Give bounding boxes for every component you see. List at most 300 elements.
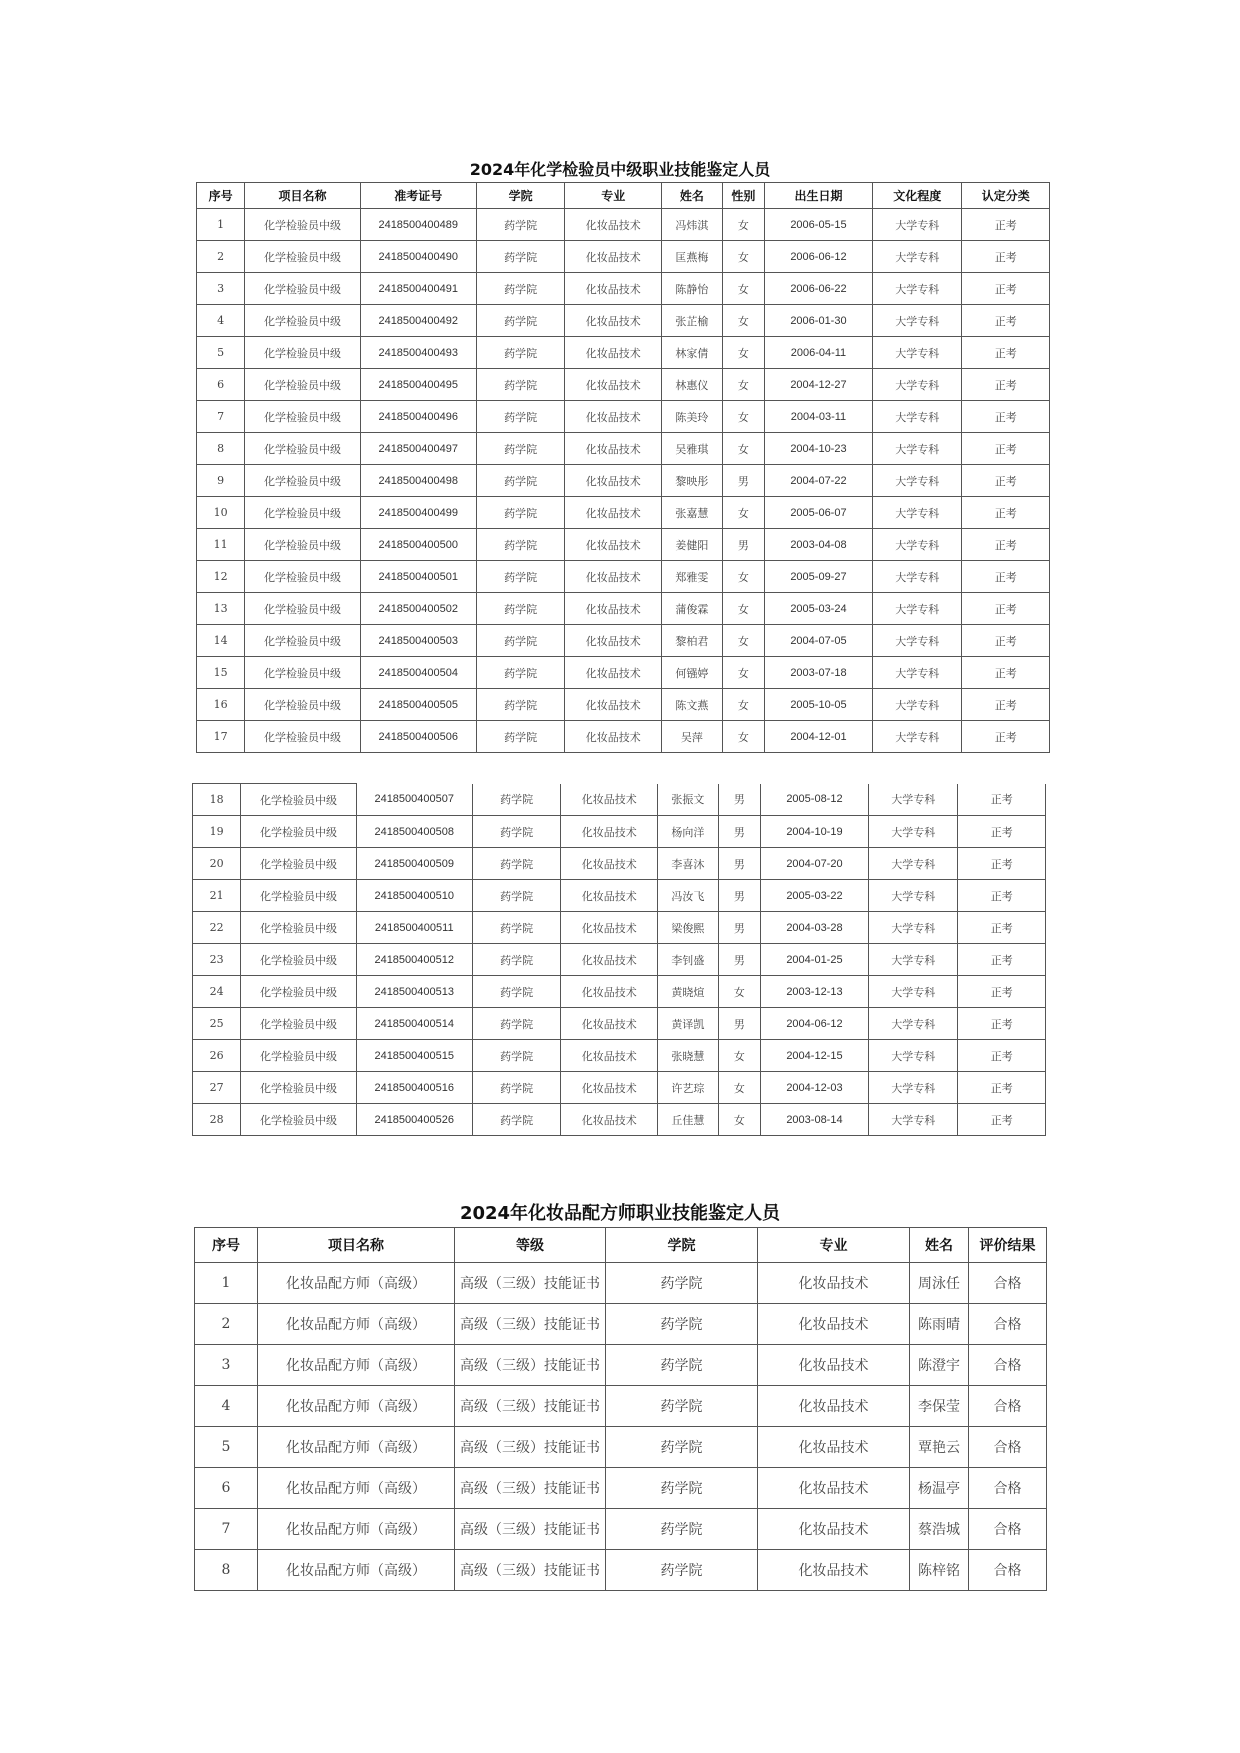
table-cell: 合格 xyxy=(969,1386,1047,1427)
table-cell: 药学院 xyxy=(476,689,564,721)
table-cell: 蒲俊霖 xyxy=(662,593,723,625)
table-cell: 化学检验员中级 xyxy=(245,433,360,465)
table-cell: 化妆品技术 xyxy=(565,561,662,593)
table-cell: 2418500400502 xyxy=(360,593,476,625)
table-cell: 男 xyxy=(718,1008,760,1040)
column-header: 专业 xyxy=(758,1228,910,1263)
table-cell: 林家倩 xyxy=(662,337,723,369)
column-header: 准考证号 xyxy=(360,183,476,209)
column-header: 姓名 xyxy=(910,1228,969,1263)
column-header: 序号 xyxy=(197,183,245,209)
table-row xyxy=(197,593,1050,625)
table-cell: 化妆品配方师（高级） xyxy=(258,1263,455,1304)
table-cell: 李钊盛 xyxy=(658,944,719,976)
table-cell: 药学院 xyxy=(476,465,564,497)
table-cell: 黎映彤 xyxy=(662,465,723,497)
table-cell: 化妆品技术 xyxy=(561,944,658,976)
table-cell: 黄晓煊 xyxy=(658,976,719,1008)
table-header xyxy=(195,1228,1047,1263)
table-cell: 化妆品技术 xyxy=(561,848,658,880)
table-cell: 张晓慧 xyxy=(658,1040,719,1072)
table-cell: 黄译凯 xyxy=(658,1008,719,1040)
table-cell: 男 xyxy=(722,465,764,497)
table-row xyxy=(193,1008,1046,1040)
table-cell: 化学检验员中级 xyxy=(245,561,360,593)
column-header: 项目名称 xyxy=(245,183,360,209)
table-cell: 大学专科 xyxy=(868,1008,958,1040)
table-cell: 化妆品技术 xyxy=(565,721,662,753)
table-cell: 化妆品技术 xyxy=(758,1468,910,1509)
table-cell: 药学院 xyxy=(472,848,560,880)
table-cell: 2004-07-05 xyxy=(764,625,872,657)
table-cell: 化妆品配方师（高级） xyxy=(258,1427,455,1468)
table-cell: 合格 xyxy=(969,1509,1047,1550)
table-cell: 正考 xyxy=(962,721,1050,753)
table-cell: 陈澄宇 xyxy=(910,1345,969,1386)
table-cell: 高级（三级）技能证书 xyxy=(455,1550,606,1591)
table-cell: 11 xyxy=(197,529,245,561)
table-row xyxy=(197,369,1050,401)
table-cell: 化学检验员中级 xyxy=(245,209,360,241)
table-cell: 2005-03-24 xyxy=(764,593,872,625)
table-cell: 化学检验员中级 xyxy=(245,241,360,273)
table-cell: 高级（三级）技能证书 xyxy=(455,1345,606,1386)
table-cell: 药学院 xyxy=(472,944,560,976)
table-cell: 合格 xyxy=(969,1468,1047,1509)
table-row xyxy=(193,912,1046,944)
table-row xyxy=(197,241,1050,273)
table-cell: 合格 xyxy=(969,1345,1047,1386)
table-cell: 8 xyxy=(197,433,245,465)
table-cell: 正考 xyxy=(958,1104,1046,1136)
table-cell: 17 xyxy=(197,721,245,753)
table-cell: 化妆品技术 xyxy=(561,1040,658,1072)
table-cell: 化妆品配方师（高级） xyxy=(258,1550,455,1591)
table-cell: 2418500400490 xyxy=(360,241,476,273)
table-cell: 2418500400505 xyxy=(360,689,476,721)
table-cell: 19 xyxy=(193,816,241,848)
table-cell: 女 xyxy=(722,337,764,369)
table-cell: 正考 xyxy=(958,976,1046,1008)
table-cell: 张振文 xyxy=(658,784,719,816)
table-cell: 化妆品技术 xyxy=(565,497,662,529)
table-cell: 女 xyxy=(722,209,764,241)
table-cell: 许艺琮 xyxy=(658,1072,719,1104)
table-cell: 合格 xyxy=(969,1263,1047,1304)
table-cell: 5 xyxy=(197,337,245,369)
table-cell: 2005-03-22 xyxy=(760,880,868,912)
column-header: 等级 xyxy=(455,1228,606,1263)
table-cell: 化妆品技术 xyxy=(565,529,662,561)
table-cell: 2004-10-19 xyxy=(760,816,868,848)
table-cell: 正考 xyxy=(962,465,1050,497)
table-cell: 15 xyxy=(197,657,245,689)
table-row xyxy=(195,1468,1047,1509)
table-cell: 大学专科 xyxy=(868,944,958,976)
table-cell: 大学专科 xyxy=(868,848,958,880)
table-cell: 化妆品技术 xyxy=(561,1072,658,1104)
column-header: 认定分类 xyxy=(962,183,1050,209)
table-cell: 2004-01-25 xyxy=(760,944,868,976)
table-cell: 男 xyxy=(718,848,760,880)
table-cell: 2418500400498 xyxy=(360,465,476,497)
table-cell: 大学专科 xyxy=(872,593,962,625)
table-row xyxy=(195,1427,1047,1468)
table-cell: 大学专科 xyxy=(868,1072,958,1104)
table-cell: 黎柏君 xyxy=(662,625,723,657)
table-cell: 化妆品技术 xyxy=(565,337,662,369)
table-cell: 高级（三级）技能证书 xyxy=(455,1427,606,1468)
table-cell: 化学检验员中级 xyxy=(241,848,356,880)
table-cell: 大学专科 xyxy=(868,784,958,816)
table-cell: 女 xyxy=(718,1040,760,1072)
table-cell: 女 xyxy=(722,433,764,465)
table-cell: 2418500400497 xyxy=(360,433,476,465)
table-cell: 正考 xyxy=(958,784,1046,816)
column-header: 性别 xyxy=(722,183,764,209)
table-cell: 正考 xyxy=(958,1072,1046,1104)
table-cell: 1 xyxy=(195,1263,258,1304)
skill-assessment-table-chemical-part1 xyxy=(196,182,1050,753)
table-row xyxy=(193,1040,1046,1072)
table-cell: 4 xyxy=(195,1386,258,1427)
table-cell: 6 xyxy=(197,369,245,401)
table-cell: 化妆品技术 xyxy=(565,369,662,401)
table-row xyxy=(193,1072,1046,1104)
table-cell: 正考 xyxy=(962,497,1050,529)
table-cell: 2004-12-15 xyxy=(760,1040,868,1072)
table-cell: 7 xyxy=(195,1509,258,1550)
table-cell: 女 xyxy=(722,305,764,337)
table-cell: 化妆品技术 xyxy=(758,1550,910,1591)
table-cell: 女 xyxy=(722,497,764,529)
table-cell: 丘佳慧 xyxy=(658,1104,719,1136)
table-row xyxy=(193,1104,1046,1136)
table-cell: 2003-08-14 xyxy=(760,1104,868,1136)
table-cell: 化学检验员中级 xyxy=(245,305,360,337)
table-cell: 郑雅雯 xyxy=(662,561,723,593)
table-cell: 大学专科 xyxy=(872,689,962,721)
table-cell: 化学检验员中级 xyxy=(241,880,356,912)
table-cell: 22 xyxy=(193,912,241,944)
table-cell: 2418500400495 xyxy=(360,369,476,401)
table-cell: 陈美玲 xyxy=(662,401,723,433)
table-cell: 高级（三级）技能证书 xyxy=(455,1386,606,1427)
table-cell: 药学院 xyxy=(606,1509,758,1550)
table-cell: 高级（三级）技能证书 xyxy=(455,1468,606,1509)
table-cell: 药学院 xyxy=(472,784,560,816)
table-cell: 男 xyxy=(718,912,760,944)
table-row xyxy=(197,401,1050,433)
table-cell: 药学院 xyxy=(476,401,564,433)
table-cell: 化学检验员中级 xyxy=(241,1072,356,1104)
table-cell: 2004-12-01 xyxy=(764,721,872,753)
table-cell: 蔡浩城 xyxy=(910,1509,969,1550)
table-cell: 大学专科 xyxy=(872,337,962,369)
table-cell: 13 xyxy=(197,593,245,625)
table-cell: 药学院 xyxy=(606,1263,758,1304)
table-row xyxy=(197,465,1050,497)
table-cell: 2418500400516 xyxy=(356,1072,472,1104)
table-cell: 药学院 xyxy=(606,1427,758,1468)
table-cell: 张嘉慧 xyxy=(662,497,723,529)
table-cell: 2418500400512 xyxy=(356,944,472,976)
table-cell: 药学院 xyxy=(476,561,564,593)
table-cell: 6 xyxy=(195,1468,258,1509)
table-row xyxy=(193,848,1046,880)
table-cell: 2006-01-30 xyxy=(764,305,872,337)
table-cell: 化妆品技术 xyxy=(561,912,658,944)
table-cell: 2003-04-08 xyxy=(764,529,872,561)
table-cell: 2418500400511 xyxy=(356,912,472,944)
table-cell: 正考 xyxy=(958,912,1046,944)
table-cell: 吴雅琪 xyxy=(662,433,723,465)
table-cell: 大学专科 xyxy=(868,1040,958,1072)
table-cell: 药学院 xyxy=(476,721,564,753)
table-cell: 女 xyxy=(722,593,764,625)
column-header: 出生日期 xyxy=(764,183,872,209)
table-cell: 药学院 xyxy=(476,497,564,529)
table-cell: 姜健阳 xyxy=(662,529,723,561)
table-cell: 男 xyxy=(718,880,760,912)
table2-title: 2024年化妆品配方师职业技能鉴定人员 xyxy=(459,1203,781,1224)
column-header: 专业 xyxy=(565,183,662,209)
column-header: 评价结果 xyxy=(969,1228,1047,1263)
table-cell: 匡燕梅 xyxy=(662,241,723,273)
skill-assessment-table-cosmetic xyxy=(194,1227,1047,1591)
table-cell: 女 xyxy=(722,689,764,721)
table-cell: 大学专科 xyxy=(872,273,962,305)
table-cell: 化学检验员中级 xyxy=(245,497,360,529)
table-cell: 化妆品技术 xyxy=(565,241,662,273)
table-cell: 化学检验员中级 xyxy=(245,273,360,305)
table-cell: 大学专科 xyxy=(872,369,962,401)
table-cell: 药学院 xyxy=(606,1345,758,1386)
table-cell: 2418500400503 xyxy=(360,625,476,657)
table-cell: 化妆品技术 xyxy=(561,1104,658,1136)
column-header: 学院 xyxy=(476,183,564,209)
table-row xyxy=(195,1386,1047,1427)
table-cell: 28 xyxy=(193,1104,241,1136)
table-cell: 2004-03-28 xyxy=(760,912,868,944)
table-cell: 2418500400504 xyxy=(360,657,476,689)
table-cell: 化学检验员中级 xyxy=(245,337,360,369)
table-cell: 女 xyxy=(722,241,764,273)
table-cell: 化学检验员中级 xyxy=(241,1040,356,1072)
table-cell: 覃艳云 xyxy=(910,1427,969,1468)
table-cell: 周泳任 xyxy=(910,1263,969,1304)
table-cell: 化妆品配方师（高级） xyxy=(258,1304,455,1345)
table-cell: 化妆品技术 xyxy=(758,1304,910,1345)
table-cell: 2418500400507 xyxy=(356,784,472,816)
table-cell: 大学专科 xyxy=(872,465,962,497)
table-row xyxy=(197,497,1050,529)
table-cell: 23 xyxy=(193,944,241,976)
table-cell: 合格 xyxy=(969,1427,1047,1468)
table-cell: 药学院 xyxy=(476,209,564,241)
table-row xyxy=(197,657,1050,689)
table-cell: 化妆品技术 xyxy=(561,880,658,912)
table-cell: 化妆品技术 xyxy=(565,593,662,625)
table-cell: 药学院 xyxy=(472,816,560,848)
table-cell: 化学检验员中级 xyxy=(241,944,356,976)
table-row xyxy=(197,561,1050,593)
table-cell: 化妆品技术 xyxy=(758,1263,910,1304)
table-cell: 2005-10-05 xyxy=(764,689,872,721)
table-cell: 化学检验员中级 xyxy=(245,465,360,497)
table-cell: 18 xyxy=(193,784,241,816)
table-cell: 大学专科 xyxy=(872,241,962,273)
table-cell: 正考 xyxy=(962,625,1050,657)
table-cell: 化学检验员中级 xyxy=(241,1008,356,1040)
table-cell: 正考 xyxy=(962,689,1050,721)
table-cell: 化学检验员中级 xyxy=(245,401,360,433)
table-cell: 正考 xyxy=(962,561,1050,593)
table-cell: 化妆品技术 xyxy=(561,976,658,1008)
table-cell: 2418500400506 xyxy=(360,721,476,753)
table-cell: 2004-10-23 xyxy=(764,433,872,465)
table-cell: 女 xyxy=(722,721,764,753)
table-cell: 正考 xyxy=(962,401,1050,433)
table-cell: 2418500400500 xyxy=(360,529,476,561)
table-cell: 正考 xyxy=(962,241,1050,273)
table-cell: 化妆品技术 xyxy=(565,401,662,433)
table-cell: 24 xyxy=(193,976,241,1008)
table-cell: 女 xyxy=(718,976,760,1008)
table-cell: 化妆品技术 xyxy=(565,465,662,497)
table-cell: 大学专科 xyxy=(872,721,962,753)
table-cell: 药学院 xyxy=(476,305,564,337)
table-row xyxy=(197,433,1050,465)
table-row xyxy=(195,1263,1047,1304)
table-cell: 大学专科 xyxy=(872,497,962,529)
table-row xyxy=(197,337,1050,369)
table-cell: 女 xyxy=(718,1104,760,1136)
table-cell: 2 xyxy=(195,1304,258,1345)
table-row xyxy=(197,305,1050,337)
table-cell: 2418500400508 xyxy=(356,816,472,848)
table-cell: 药学院 xyxy=(472,912,560,944)
table-cell: 女 xyxy=(722,657,764,689)
table-cell: 化妆品配方师（高级） xyxy=(258,1345,455,1386)
table-cell: 2004-06-12 xyxy=(760,1008,868,1040)
table-cell: 8 xyxy=(195,1550,258,1591)
table-cell: 化妆品技术 xyxy=(758,1427,910,1468)
table-cell: 林惠仪 xyxy=(662,369,723,401)
table-cell: 化妆品技术 xyxy=(565,209,662,241)
table-cell: 化妆品技术 xyxy=(565,689,662,721)
table-cell: 化学检验员中级 xyxy=(245,369,360,401)
table-row xyxy=(197,209,1050,241)
table-cell: 2005-08-12 xyxy=(760,784,868,816)
table-cell: 正考 xyxy=(958,816,1046,848)
table-cell: 正考 xyxy=(962,337,1050,369)
table-row xyxy=(197,625,1050,657)
table-cell: 冯炜淇 xyxy=(662,209,723,241)
table-cell: 化妆品技术 xyxy=(561,816,658,848)
table-cell: 化妆品技术 xyxy=(565,433,662,465)
table-cell: 陈梓铭 xyxy=(910,1550,969,1591)
table-cell: 化妆品技术 xyxy=(561,784,658,816)
table-cell: 2418500400491 xyxy=(360,273,476,305)
table-cell: 药学院 xyxy=(472,1040,560,1072)
table-cell: 化学检验员中级 xyxy=(245,529,360,561)
table-cell: 2003-07-18 xyxy=(764,657,872,689)
table-cell: 大学专科 xyxy=(872,657,962,689)
table-cell: 2 xyxy=(197,241,245,273)
table-cell: 合格 xyxy=(969,1304,1047,1345)
table-cell: 药学院 xyxy=(472,976,560,1008)
table-cell: 正考 xyxy=(962,209,1050,241)
table-cell: 2418500400509 xyxy=(356,848,472,880)
table-cell: 药学院 xyxy=(472,1008,560,1040)
table-cell: 化妆品配方师（高级） xyxy=(258,1386,455,1427)
table-cell: 吴萍 xyxy=(662,721,723,753)
table-cell: 陈静怡 xyxy=(662,273,723,305)
table-cell: 2418500400489 xyxy=(360,209,476,241)
table-cell: 药学院 xyxy=(472,1072,560,1104)
table-cell: 2006-06-12 xyxy=(764,241,872,273)
table-row xyxy=(197,273,1050,305)
table-row xyxy=(195,1509,1047,1550)
table-cell: 药学院 xyxy=(606,1386,758,1427)
table-cell: 陈雨晴 xyxy=(910,1304,969,1345)
table-cell: 化学检验员中级 xyxy=(245,721,360,753)
table-cell: 正考 xyxy=(962,369,1050,401)
table-cell: 正考 xyxy=(958,944,1046,976)
table-cell: 药学院 xyxy=(476,657,564,689)
table-cell: 药学院 xyxy=(476,273,564,305)
table-cell: 正考 xyxy=(962,593,1050,625)
table-cell: 2418500400515 xyxy=(356,1040,472,1072)
table-cell: 李保莹 xyxy=(910,1386,969,1427)
table-row xyxy=(193,944,1046,976)
table-cell: 27 xyxy=(193,1072,241,1104)
table-cell: 正考 xyxy=(958,880,1046,912)
table-cell: 大学专科 xyxy=(868,1104,958,1136)
table-cell: 女 xyxy=(722,273,764,305)
table-row xyxy=(193,880,1046,912)
table-cell: 2418500400493 xyxy=(360,337,476,369)
table-cell: 大学专科 xyxy=(868,816,958,848)
table-cell: 7 xyxy=(197,401,245,433)
table-cell: 高级（三级）技能证书 xyxy=(455,1263,606,1304)
table-cell: 化学检验员中级 xyxy=(241,912,356,944)
column-header: 学院 xyxy=(606,1228,758,1263)
column-header: 姓名 xyxy=(662,183,723,209)
table-cell: 2418500400514 xyxy=(356,1008,472,1040)
table-cell: 男 xyxy=(722,529,764,561)
table-cell: 李喜沐 xyxy=(658,848,719,880)
table-row xyxy=(195,1550,1047,1591)
table-cell: 4 xyxy=(197,305,245,337)
table-cell: 何镪婷 xyxy=(662,657,723,689)
table-cell: 2006-04-11 xyxy=(764,337,872,369)
table-cell: 化学检验员中级 xyxy=(241,1104,356,1136)
table-cell: 2004-12-03 xyxy=(760,1072,868,1104)
table-cell: 正考 xyxy=(962,433,1050,465)
table-row xyxy=(197,721,1050,753)
table-cell: 大学专科 xyxy=(872,433,962,465)
table-cell: 大学专科 xyxy=(868,976,958,1008)
table-cell: 2004-07-22 xyxy=(764,465,872,497)
table-row xyxy=(193,816,1046,848)
column-header: 序号 xyxy=(195,1228,258,1263)
table-cell: 大学专科 xyxy=(872,625,962,657)
table-cell: 25 xyxy=(193,1008,241,1040)
table-cell: 3 xyxy=(197,273,245,305)
table-cell: 2418500400492 xyxy=(360,305,476,337)
